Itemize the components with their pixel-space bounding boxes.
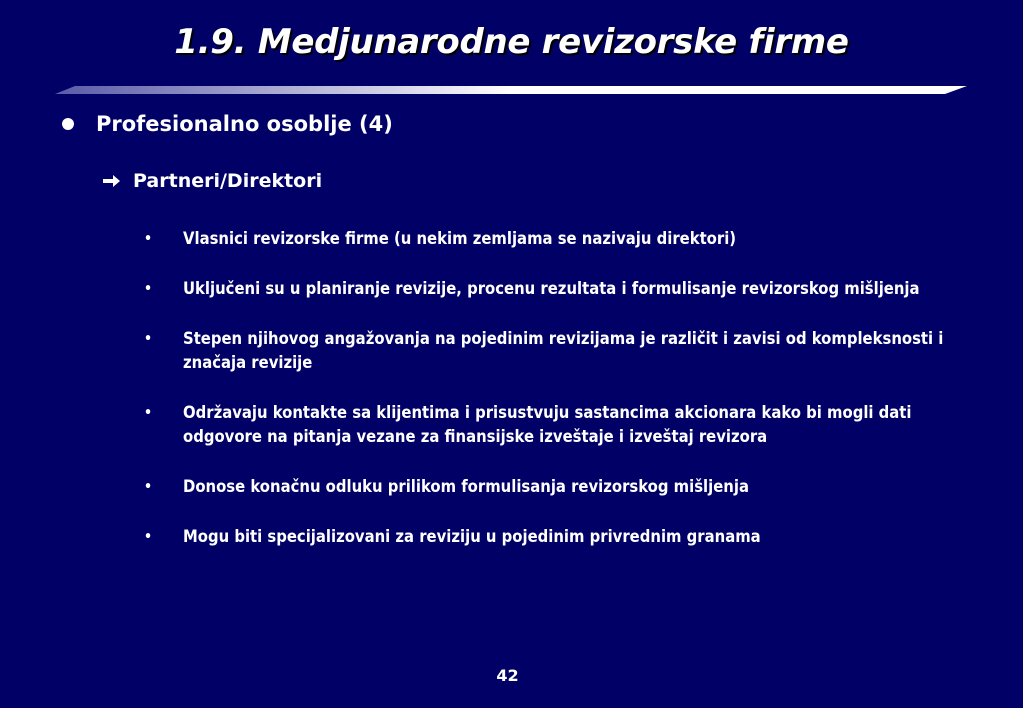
slide-title: 1.9. Medjunarodne revizorske firme bbox=[174, 22, 849, 62]
level1-text: Profesionalno osoblje (4) bbox=[96, 112, 393, 136]
list-item bbox=[143, 525, 948, 549]
list-item bbox=[143, 475, 948, 499]
list-item-text: Donose konačnu odluku prilikom formulisanja revizorskog mišljenja bbox=[183, 477, 749, 496]
list-item-text: Mogu biti specijalizovani za reviziju u pojedinim privrednim granama bbox=[183, 527, 761, 546]
bullet-dot-icon: • bbox=[144, 405, 153, 421]
level2-item bbox=[103, 170, 322, 192]
list-item-text: Održavaju kontakte sa klijentima i prisustvuju sastancima akcionara kako bi mogli dati odgovore na pitanja vezane za finansijske izveštaje i izveštaj revizora bbox=[183, 403, 912, 446]
level2-text: Partneri/Direktori bbox=[133, 170, 323, 192]
page-number: 42 bbox=[496, 666, 519, 685]
list-item bbox=[143, 401, 948, 449]
level1-item bbox=[62, 112, 393, 136]
bullet-dot-icon: • bbox=[144, 281, 153, 297]
right-arrow-icon bbox=[103, 174, 121, 188]
list-item bbox=[143, 277, 948, 301]
list-item bbox=[143, 227, 948, 251]
bullet-dot-icon: • bbox=[144, 331, 153, 347]
title-underline-rule bbox=[55, 86, 967, 94]
bullet-dot-icon: • bbox=[144, 479, 153, 495]
bullet-list bbox=[143, 227, 948, 575]
list-item bbox=[143, 327, 948, 375]
bullet-dot-icon: • bbox=[144, 529, 153, 545]
filled-circle-icon bbox=[62, 118, 74, 130]
list-item-text: Vlasnici revizorske firme (u nekim zemljama se nazivaju direktori) bbox=[183, 229, 737, 248]
list-item-text: Uključeni su u planiranje revizije, procenu rezultata i formulisanje revizorskog mišljenja bbox=[183, 279, 920, 298]
bullet-dot-icon: • bbox=[144, 231, 153, 247]
list-item-text: Stepen njihovog angažovanja na pojedinim revizijama je različit i zavisi od kompleksnosti i značaja revizije bbox=[183, 329, 944, 372]
